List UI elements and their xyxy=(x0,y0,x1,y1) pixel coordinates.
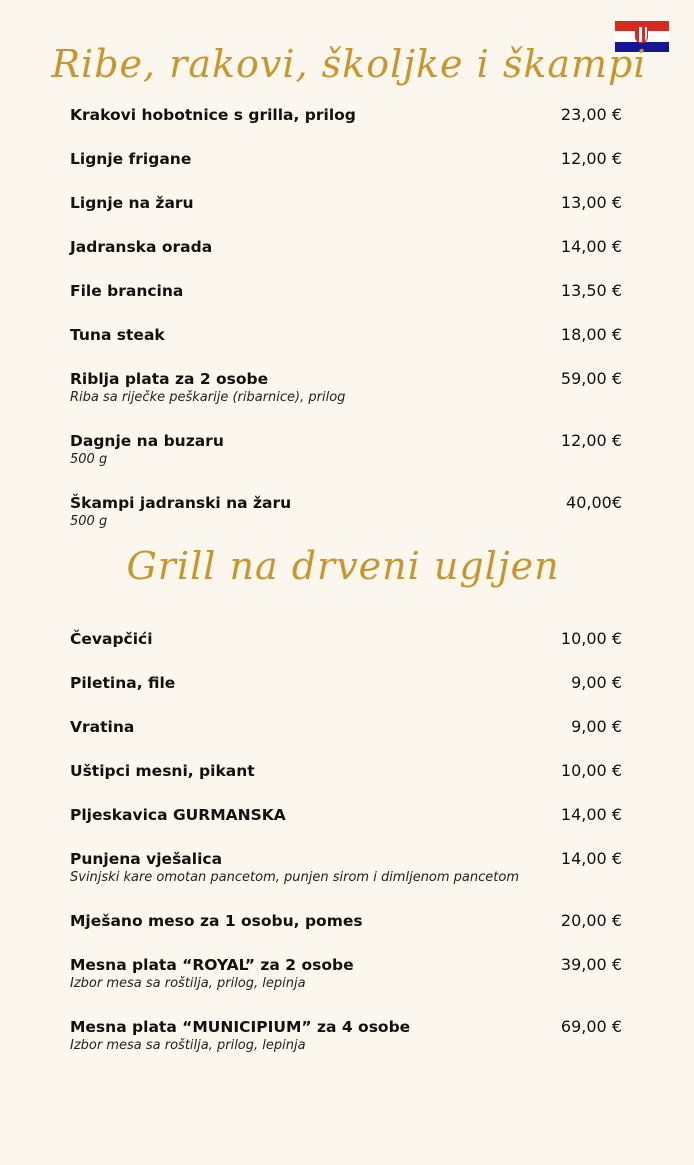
section-title-seafood: Ribe, rakovi, školjke i škampi xyxy=(51,42,647,86)
item-name: Lignje na žaru xyxy=(70,194,194,212)
menu-item xyxy=(70,761,630,781)
item-price: 14,00 € xyxy=(560,805,622,824)
item-description: Izbor mesa sa roštilja, prilog, lepinja xyxy=(70,976,306,991)
item-name: File brancina xyxy=(70,282,184,300)
item-name: Punjena vješalica xyxy=(70,850,223,868)
item-price: 59,00 € xyxy=(560,369,622,388)
menu-item xyxy=(70,849,630,887)
item-description: Svinjski kare omotan pancetom, punjen sirom i dimljenom pancetom xyxy=(70,870,520,885)
item-price: 14,00 € xyxy=(560,849,622,868)
item-name: Vratina xyxy=(70,718,135,736)
item-description: 500 g xyxy=(70,514,108,529)
menu-item xyxy=(70,805,630,825)
menu-item xyxy=(70,493,630,531)
menu-item xyxy=(70,369,630,407)
item-price: 12,00 € xyxy=(560,431,622,450)
menu-item xyxy=(70,281,630,301)
menu-item xyxy=(70,149,630,169)
item-price: 23,00 € xyxy=(560,105,622,124)
item-description: Riba sa riječke peškarije (ribarnice), prilog xyxy=(70,390,346,405)
menu-item xyxy=(70,193,630,213)
item-price: 12,00 € xyxy=(560,149,622,168)
item-name: Lignje frigane xyxy=(70,150,192,168)
item-name: Mješano meso za 1 osobu, pomes xyxy=(70,912,363,930)
item-price: 69,00 € xyxy=(560,1017,622,1036)
menu-item xyxy=(70,1017,630,1055)
item-name: Uštipci mesni, pikant xyxy=(70,762,255,780)
item-name: Dagnje na buzaru xyxy=(70,432,224,450)
item-name: Krakovi hobotnice s grilla, prilog xyxy=(70,106,356,124)
item-description: Izbor mesa sa roštilja, prilog, lepinja xyxy=(70,1038,306,1053)
menu-item xyxy=(70,105,630,125)
item-price: 13,00 € xyxy=(560,193,622,212)
item-name: Mesna plata “MUNICIPIUM” za 4 osobe xyxy=(70,1018,411,1036)
menu-item xyxy=(70,237,630,257)
item-name: Mesna plata “ROYAL” za 2 osobe xyxy=(70,956,354,974)
item-price: 9,00 € xyxy=(571,673,622,692)
item-name: Pljeskavica GURMANSKA xyxy=(70,806,286,824)
section-title-grill: Grill na drveni ugljen xyxy=(126,544,560,588)
menu-item xyxy=(70,911,630,931)
item-price: 20,00 € xyxy=(560,911,622,930)
item-name: Škampi jadranski na žaru xyxy=(70,494,292,512)
item-price: 18,00 € xyxy=(560,325,622,344)
item-price: 9,00 € xyxy=(571,717,622,736)
item-description: 500 g xyxy=(70,452,108,467)
item-price: 10,00 € xyxy=(560,761,622,780)
item-price: 13,50 € xyxy=(560,281,622,300)
menu-item xyxy=(70,717,630,737)
item-price: 40,00€ xyxy=(566,493,622,512)
item-name: Tuna steak xyxy=(70,326,165,344)
item-name: Čevapčići xyxy=(70,630,153,648)
menu-item xyxy=(70,629,630,649)
item-price: 14,00 € xyxy=(560,237,622,256)
item-name: Riblja plata za 2 osobe xyxy=(70,370,269,388)
item-price: 39,00 € xyxy=(560,955,622,974)
menu-item xyxy=(70,431,630,469)
item-price: 10,00 € xyxy=(560,629,622,648)
menu-item xyxy=(70,673,630,693)
item-name: Piletina, file xyxy=(70,674,176,692)
item-name: Jadranska orada xyxy=(70,238,213,256)
menu-item xyxy=(70,955,630,993)
menu-item xyxy=(70,325,630,345)
